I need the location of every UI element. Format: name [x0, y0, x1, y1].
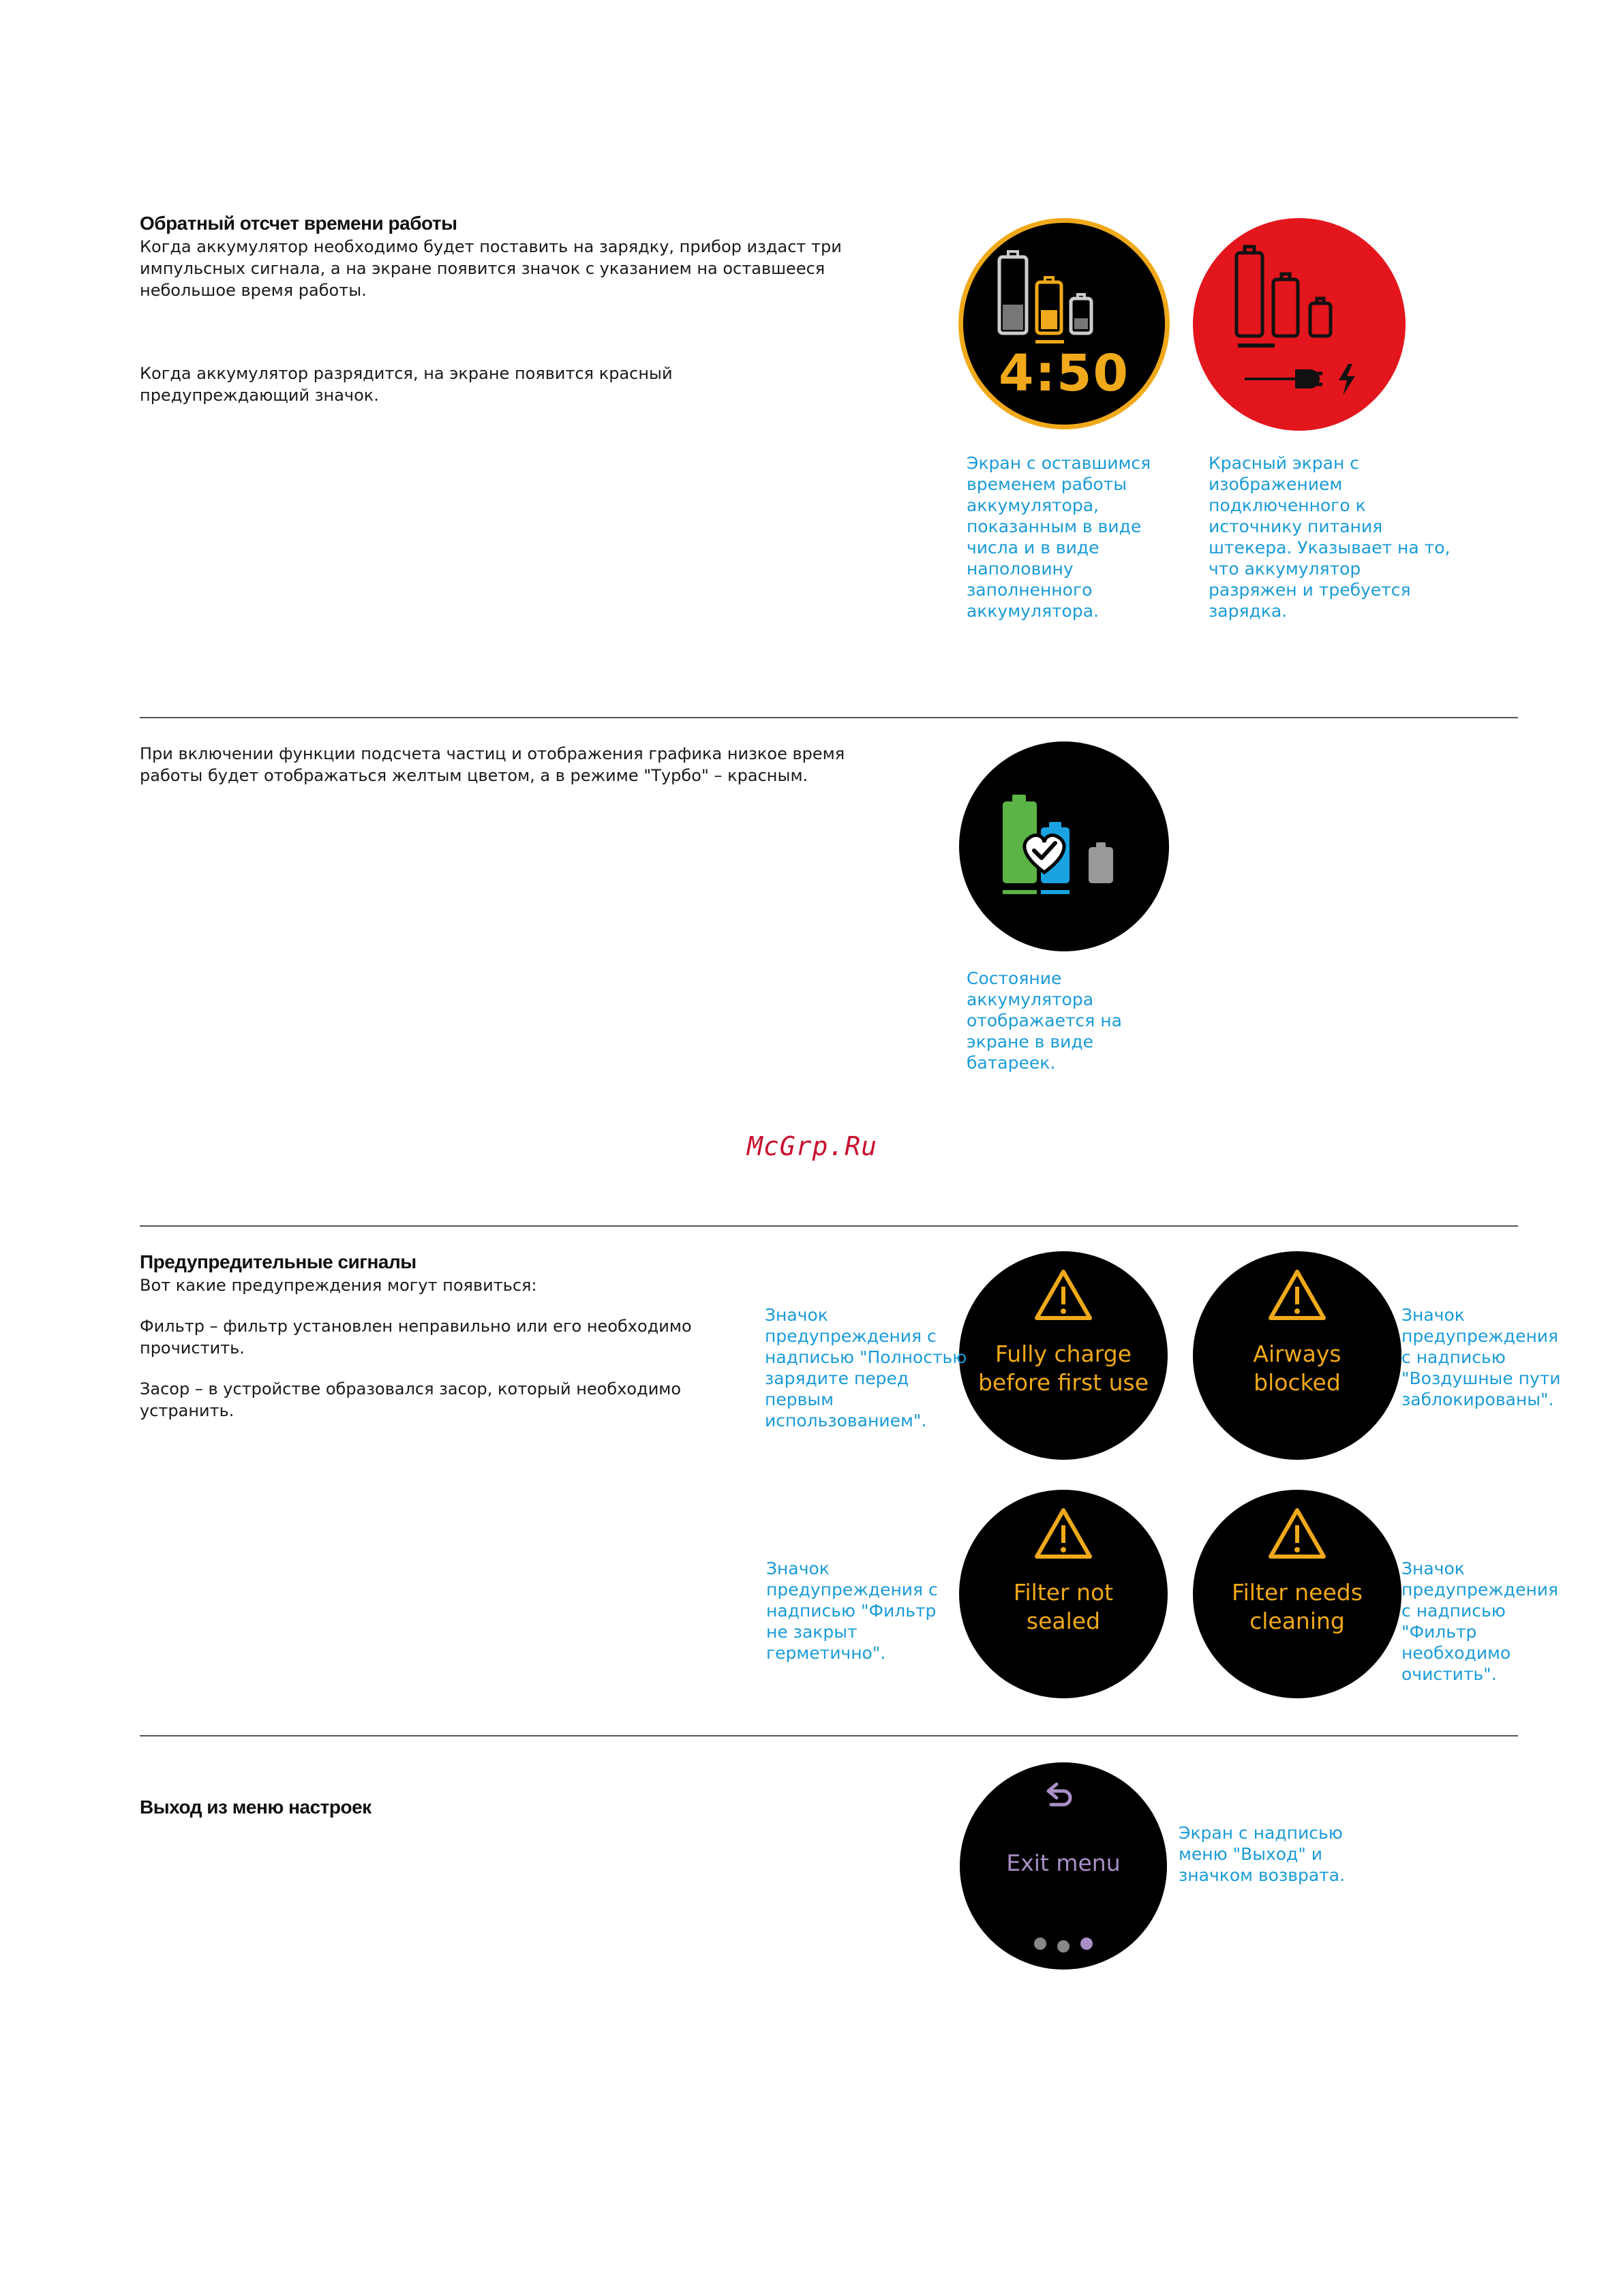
caption-line: предупреждения: [1401, 1326, 1559, 1346]
caption-remaining-runtime: [967, 453, 1151, 622]
caption-red-screen: [1209, 453, 1450, 622]
caption-line: батареек.: [967, 1053, 1056, 1073]
caption-line: Красный экран с: [1209, 453, 1360, 473]
warning-screen-filter-needs-cleaning: [1193, 1490, 1401, 1698]
plug-icon: [1193, 218, 1406, 431]
caption-line: Экран с надписью: [1179, 1823, 1343, 1843]
warnings-intro: Вот какие предупреждения могут появиться:: [140, 1276, 537, 1295]
warning-screen-text: [1193, 1578, 1401, 1636]
text-line: прочистить.: [140, 1338, 245, 1358]
caption-line: необходимо: [1401, 1643, 1511, 1663]
screen-line: before first use: [977, 1369, 1149, 1396]
caption-line: что аккумулятор: [1209, 559, 1361, 579]
text-line: Засор – в устройстве образовался засор, который необходимо: [140, 1379, 682, 1398]
caption-line: меню "Выход" и: [1179, 1844, 1323, 1864]
caption-line: использованием".: [765, 1411, 927, 1430]
screen-line: Airways: [1253, 1341, 1341, 1367]
battery-depleted-paragraph: [140, 363, 890, 406]
caption-line: Значок: [766, 1559, 830, 1578]
caption-line: Состояние: [967, 968, 1062, 988]
caption-warning-filter-needs-cleaning: [1401, 1558, 1558, 1685]
caption-line: аккумулятора: [967, 990, 1094, 1009]
caption-line: значком возврата.: [1179, 1865, 1346, 1885]
battery-state-screen: [959, 741, 1169, 951]
warning-screen-text: [959, 1340, 1168, 1397]
caption-line: экране в виде: [967, 1032, 1094, 1052]
caption-line: Значок: [1401, 1559, 1465, 1578]
battery-icon: [959, 741, 1169, 951]
caption-line: не закрыт: [766, 1622, 858, 1642]
caption-line: заблокированы".: [1401, 1390, 1554, 1409]
blockage-warning-paragraph: [140, 1378, 753, 1422]
remaining-runtime-screen: [958, 218, 1170, 429]
caption-line: с надписью: [1401, 1601, 1506, 1621]
caption-line: источнику питания: [1209, 517, 1383, 536]
warning-screen-text: [1193, 1340, 1401, 1397]
caption-line: очистить".: [1401, 1664, 1497, 1684]
caption-line: "Фильтр: [1401, 1622, 1477, 1642]
caption-line: изображением: [1209, 474, 1343, 494]
caption-line: временем работы: [967, 474, 1127, 494]
screen-line: sealed: [1026, 1608, 1101, 1634]
caption-line: аккумулятора,: [967, 495, 1099, 515]
text-line: При включении функции подсчета частиц и отображения графика низкое время: [140, 744, 845, 763]
caption-line: предупреждения с: [765, 1326, 937, 1346]
caption-line: Экран с оставшимся: [967, 453, 1151, 473]
text-line: предупреждающий значок.: [140, 386, 379, 405]
caption-line: отображается на: [967, 1011, 1122, 1030]
screen-line: Filter needs: [1232, 1579, 1363, 1606]
section-divider: [140, 717, 1518, 718]
caption-line: предупреждения с: [766, 1580, 938, 1599]
screen-line: Filter not: [1013, 1579, 1114, 1606]
screen-line: cleaning: [1249, 1608, 1345, 1634]
caption-line: зарядка.: [1209, 601, 1288, 621]
caption-line: числа и в виде: [967, 538, 1099, 557]
caption-battery-state: [967, 968, 1122, 1073]
section-divider: [140, 1735, 1518, 1736]
section-divider: [140, 1225, 1518, 1227]
caption-line: предупреждения: [1401, 1580, 1559, 1599]
text-line: Фильтр – фильтр установлен неправильно или его необходимо: [140, 1317, 692, 1336]
text-line: работы будет отображаться желтым цветом, а в режиме "Турбо" – красным.: [140, 766, 808, 785]
caption-line: наполовину: [967, 559, 1074, 579]
screen-line: Fully charge: [995, 1341, 1132, 1367]
caption-line: надписью "Фильтр: [766, 1601, 937, 1621]
remaining-time-readout: 4:50: [998, 344, 1130, 403]
warning-screen-fully-charge: [959, 1251, 1168, 1460]
exit-menu-screen: [960, 1762, 1167, 1970]
bolt-icon: [1339, 364, 1355, 395]
caption-line: зарядите перед: [765, 1368, 909, 1388]
section-title-runtime-countdown: Обратный отсчет времени работы: [140, 213, 457, 234]
caption-line: штекера. Указывает на то,: [1209, 538, 1451, 557]
caption-line: подключенного к: [1209, 495, 1366, 515]
caption-line: показанным в виде: [967, 517, 1142, 536]
section-title-exit-menu: Выход из меню настроек: [140, 1796, 371, 1818]
screen-line: blocked: [1254, 1369, 1341, 1396]
page-dots-icon: [1034, 1938, 1093, 1953]
caption-line: герметично".: [766, 1643, 886, 1663]
caption-warning-filter-not-sealed: [766, 1558, 938, 1664]
caption-line: Значок: [765, 1305, 828, 1325]
caption-line: надписью "Полностью: [765, 1347, 967, 1367]
warning-screen-airways-blocked: [1193, 1251, 1401, 1460]
warning-screen-filter-not-sealed: [959, 1490, 1168, 1698]
runtime-countdown-paragraph: [140, 236, 890, 301]
text-line: импульсных сигнала, а на экране появится значок с указанием на оставшееся: [140, 259, 825, 278]
caption-warning-fully-charge: [765, 1304, 967, 1431]
caption-line: аккумулятора.: [967, 601, 1099, 621]
back-arrow-icon: [1048, 1784, 1070, 1805]
text-line: небольшое время работы.: [140, 281, 367, 300]
battery-empty-red-screen: [1193, 218, 1406, 431]
caption-line: разряжен и требуется: [1209, 580, 1411, 600]
watermark: McGrp.Ru: [747, 1131, 878, 1161]
caption-line: с надписью: [1401, 1347, 1506, 1367]
caption-line: "Воздушные пути: [1401, 1368, 1561, 1388]
caption-warning-airways-blocked: [1401, 1304, 1561, 1410]
section-title-warnings: Предупредительные сигналы: [140, 1251, 416, 1272]
filter-warning-paragraph: [140, 1315, 753, 1359]
exit-menu-label: Exit menu: [1006, 1850, 1121, 1876]
warning-screen-text: [959, 1578, 1168, 1636]
caption-exit-menu: [1179, 1822, 1345, 1886]
text-line: Когда аккумулятор необходимо будет поставить на зарядку, прибор издаст три: [140, 237, 842, 256]
caption-line: заполненного: [967, 580, 1093, 600]
caption-line: первым: [765, 1390, 834, 1409]
text-line: Когда аккумулятор разрядится, на экране появится красный: [140, 364, 673, 383]
battery-state-paragraph: [140, 743, 924, 786]
caption-line: Значок: [1401, 1305, 1465, 1325]
text-line: устранить.: [140, 1401, 234, 1420]
